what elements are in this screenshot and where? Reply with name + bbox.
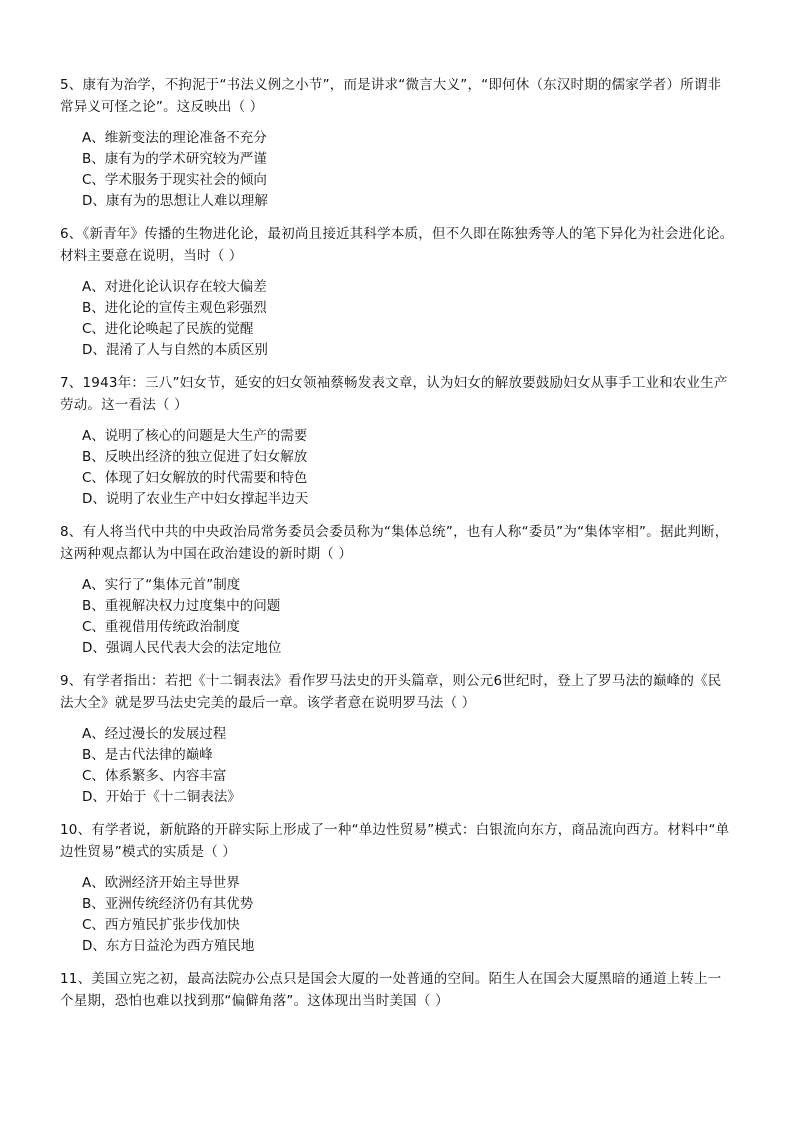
- options-list: [60, 873, 734, 957]
- option-d: D、强调人民代表大会的法定地位: [82, 640, 282, 656]
- option-a: A、对进化论认识存在较大偏差: [82, 279, 267, 295]
- option-d: D、康有为的思想让人难以理解: [82, 193, 268, 209]
- question-stem: 7、1943年：三八”妇女节，延安的妇女领袖蔡畅发表文章，认为妇女的解放要鼓励妇女从事手工业和农业生产劳动。这一看法（ ）: [60, 375, 728, 413]
- option-b: B、反映出经济的独立促进了妇女解放: [82, 449, 308, 465]
- question-stem: 10、有学者说，新航路的开辟实际上形成了一种“单边性贸易”模式：白银流向东方，商品流向西方。材料中“单边性贸易”模式的实质是（ ）: [60, 822, 730, 860]
- option-a: A、维新变法的理论准备不充分: [82, 130, 267, 146]
- option-d: D、东方日益沦为西方殖民地: [82, 938, 255, 954]
- question-stem: 9、有学者指出：若把《十二铜表法》看作罗马法史的开头篇章，则公元6世纪时，登上了罗马法的巅峰的《民法大全》就是罗马法史完美的最后一章。该学者意在说明罗马法（ ）: [60, 673, 722, 711]
- option-a: A、实行了“集体元首”制度: [82, 577, 241, 593]
- question-5: [60, 74, 734, 212]
- option-d: D、混淆了人与自然的本质区别: [82, 342, 268, 358]
- option-a: A、欧洲经济开始主导世界: [82, 875, 240, 891]
- options-list: [60, 277, 734, 361]
- option-d: D、说明了农业生产中妇女撑起半边天: [82, 491, 309, 507]
- question-8: [60, 521, 734, 659]
- question-6: [60, 223, 734, 361]
- question-stem: 5、康有为治学，不拘泥于“书法义例之小节”，而是讲求“微言大义”，“即何休（东汉时期的儒家学者）所谓非常异义可怪之论”。这反映出（ ）: [60, 77, 722, 115]
- option-b: B、进化论的宣传主观色彩强烈: [82, 300, 267, 316]
- option-c: C、体系繁多、内容丰富: [82, 768, 227, 784]
- options-list: [60, 426, 734, 510]
- question-stem: 6、《新青年》传播的生物进化论，最初尚且接近其科学本质，但不久即在陈独秀等人的笔下异化为社会进化论。材料主要意在说明，当时（ ）: [60, 226, 734, 264]
- option-b: B、亚洲传统经济仍有其优势: [82, 896, 254, 912]
- option-c: C、学术服务于现实社会的倾向: [82, 172, 267, 188]
- option-c: C、进化论唤起了民族的觉醒: [82, 321, 254, 337]
- question-stem: 8、有人将当代中共的中央政治局常务委员会委员称为“集体总统”，也有人称“委员”为“集体宰相”。据此判断，这两种观点都认为中国在政治建设的新时期（ ）: [60, 524, 729, 562]
- question-9: [60, 670, 734, 808]
- option-a: A、说明了核心的问题是大生产的需要: [82, 428, 308, 444]
- option-b: B、是古代法律的巅峰: [82, 747, 213, 763]
- option-c: C、西方殖民扩张步伐加快: [82, 917, 240, 933]
- option-c: C、重视借用传统政治制度: [82, 619, 240, 635]
- option-a: A、经过漫长的发展过程: [82, 726, 227, 742]
- option-d: D、开始于《十二铜表法》: [82, 789, 241, 805]
- question-stem: 11、美国立宪之初，最高法院办公点只是国会大厦的一处普通的空间。陌生人在国会大厦黑暗的通道上转上一个星期，恐怕也难以找到那“偏僻角落”。这体现出当时美国（ ）: [60, 971, 722, 1009]
- options-list: [60, 575, 734, 659]
- options-list: [60, 724, 734, 808]
- question-10: [60, 819, 734, 957]
- option-b: B、重视解决权力过度集中的问题: [82, 598, 281, 614]
- options-list: [60, 128, 734, 212]
- question-11: [60, 968, 734, 1012]
- option-c: C、体现了妇女解放的时代需要和特色: [82, 470, 308, 486]
- question-7: [60, 372, 734, 510]
- option-b: B、康有为的学术研究较为严谨: [82, 151, 267, 167]
